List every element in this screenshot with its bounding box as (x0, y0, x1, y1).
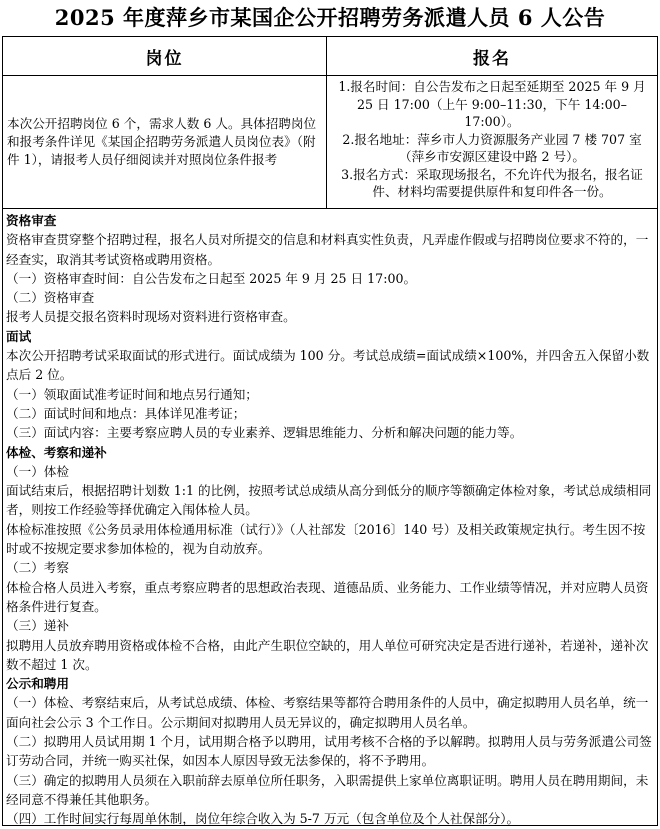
header-position: 岗位 (3, 37, 327, 75)
section-heading: 体检、考察和递补 (6, 444, 107, 460)
announcement-title: 2025 年度萍乡市某国企公开招聘劳务派遣人员 6 人公告 (54, 5, 606, 30)
position-text: 本次公开招聘岗位 6 个，需求人数 6 人。具体招聘岗位和报考条件详见《某国企招聘劳务派遣人员岗位表》（附件 1），请报考人员仔细阅读并对照岗位条件报考 (7, 116, 317, 167)
body-paragraph: 面试结束后，根据招聘计划数 1:1 的比例，按照考试总成绩从高分到低分的顺序等额确定体检对象，考试总成绩相同者，则按工作经验等择优确定入闱体检人员。 (6, 483, 652, 518)
table-header-row (3, 37, 657, 76)
table-row (3, 76, 657, 209)
body-paragraph: （三）递补 (6, 618, 69, 634)
body-paragraph: 体检标准按照《公务员录用体检通用标准（试行）》（人社部发〔2016〕140 号）及相关政策规定执行。考生因不按时或不按规定要求参加体检的，视为自动放弃。 (6, 521, 646, 557)
position-cell (3, 76, 327, 208)
body-paragraph: 拟聘用人员放弃聘用资格或体检不合格，由此产生职位空缺的，用人单位可研究决定是否进行递补，若递补，递补次数不超过 1 次。 (6, 637, 649, 672)
registration-time: 1.报名时间：自公告发布之日起至延期至 2025 年 9 月 25 日 17:00（上午 9:00–11:30，下午 14:00–17:00）。 (338, 79, 646, 129)
body-paragraph: 资格审查贯穿整个招聘过程，报名人员对所提交的信息和材料真实性负责，凡弄虚作假或与招聘岗位要求不符的，一经查实，取消其考试资格或聘用资格。 (6, 232, 649, 267)
body-paragraph: （四）工作时间实行每周单休制，岗位年综合收入为 5-7 万元（包含单位及个人社保部分）。 (6, 811, 520, 827)
body-paragraph: （二）面试时间和地点：具体详见准考证； (6, 405, 246, 421)
registration-method: 3.报名方式：采取现场报名，不允许代为报名，报名证件、材料均需要提供原件和复印件各一份。 (341, 166, 643, 199)
body-paragraph: （二）拟聘用人员试用期 1 个月，试用期合格予以聘用，试用考核不合格的予以解聘。拟聘用人员与劳务派遣公司签订劳动合同，并统一购买社保，如因本人原因导致无法参保的，将不予聘用。 (6, 734, 652, 769)
registration-cell (327, 76, 657, 208)
body-paragraph: （一）体检 (6, 463, 69, 479)
announcement-table (2, 36, 658, 826)
section-heading: 面试 (6, 328, 32, 344)
body-paragraph: （一）体检、考察结束后，从考试总成绩、体检、考察结果等都符合聘用条件的人员中，确定拟聘用人员名单，统一面向社会公示 3 个工作日。公示期间对拟聘用人员无异议的，确定拟聘用人员名单。 (6, 695, 649, 730)
announcement-body (3, 209, 657, 829)
header-registration: 报名 (473, 48, 511, 69)
body-paragraph: （三）确定的拟聘用人员须在入职前辞去原单位所任职务，入职需提供上家单位离职证明。聘用人员在聘用期间，未经同意不得兼任其他职务。 (6, 772, 649, 807)
body-paragraph: （二）考察 (6, 560, 69, 576)
section-heading: 资格审查 (6, 213, 57, 228)
body-paragraph: 本次公开招聘考试采取面试的形式进行。面试成绩为 100 分。考试总成绩=面试成绩×100%，并四舍五入保留小数点后 2 位。 (6, 348, 650, 383)
registration-address: 2.报名地址：萍乡市人力资源服务产业园 7 楼 707 室（萍乡市安源区建设中路 2 号）。 (342, 131, 642, 164)
body-paragraph: 体检合格人员进入考察，重点考察应聘者的思想政治表现、道德品质、业务能力、工作业绩等情况，并对应聘人员资格条件进行复查。 (6, 579, 649, 614)
section-heading: 公示和聘用 (6, 676, 69, 692)
body-paragraph: （一）资格审查时间：自公告发布之日起至 2025 年 9 月 25 日 17:00。 (6, 270, 417, 286)
body-paragraph: （一）领取面试准考证时间和地点另行通知； (6, 386, 258, 402)
body-paragraph: 报考人员提交报名资料时现场对资料进行资格审查。 (6, 309, 296, 325)
body-paragraph: （二）资格审查 (6, 290, 95, 306)
body-paragraph: （三）面试内容：主要考察应聘人员的专业素养、逻辑思维能力、分析和解决问题的能力等。 (6, 425, 523, 441)
